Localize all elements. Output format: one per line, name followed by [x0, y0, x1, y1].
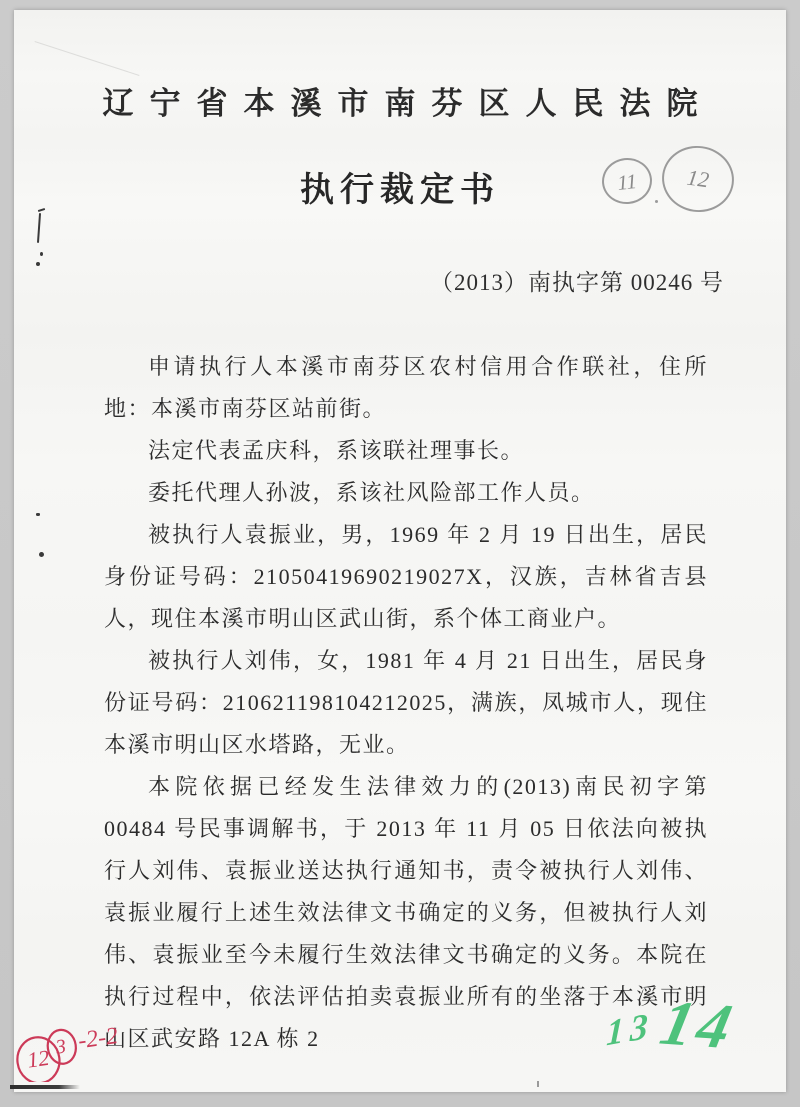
document-body — [104, 346, 708, 1060]
document-page — [14, 10, 786, 1092]
case-number: （2013）南执字第 00246 号 — [430, 270, 724, 295]
paragraph-respondent-liu: 被执行人刘伟，女，1981 年 4 月 21 日出生，居民身份证号码：210621198104212025，满族，凤城市人，现住本溪市明山区水塔路，无业。 — [104, 648, 708, 757]
paragraph-applicant: 申请执行人本溪市南芬区农村信用合作联社，住所地：本溪市南芬区站前街。 — [104, 354, 708, 421]
page-edge-tick — [537, 1081, 539, 1087]
ink-mark — [38, 208, 45, 212]
pencil-circled-number-11: 11 — [600, 156, 655, 207]
ink-mark — [36, 513, 40, 516]
green-marker-number-13: 13 — [605, 1004, 655, 1054]
red-pen-annotation — [14, 1020, 144, 1082]
ink-mark — [37, 213, 41, 243]
paragraph-legal-representative: 法定代表孟庆科，系该联社理事长。 — [148, 438, 525, 463]
ink-mark — [36, 262, 40, 266]
paragraph-respondent-yuan: 被执行人袁振业，男，1969 年 2 月 19 日出生，居民身份证号码：21050419690219027X，汉族，吉林省吉县人，现住本溪市明山区武山街，系个体工商业户。 — [104, 522, 708, 631]
ink-mark — [40, 252, 43, 256]
red-circled-number-3: 3 — [54, 1035, 68, 1059]
red-suffix-text: -2-2 — [76, 1023, 120, 1055]
paper-crease — [35, 41, 140, 76]
ink-mark — [39, 552, 44, 557]
court-name-heading: 辽宁省本溪市南芬区人民法院 — [102, 86, 714, 121]
document-title: 执行裁定书 — [300, 172, 500, 209]
paragraph-agent: 委托代理人孙波，系该社风险部工作人员。 — [148, 480, 595, 505]
page-edge-shadow — [10, 1085, 80, 1089]
red-circled-number-12: 12 — [25, 1044, 51, 1073]
green-marker-number-14: 14 — [654, 986, 742, 1063]
pencil-circled-number-12: 12 — [658, 141, 738, 216]
paragraph-ruling-basis: 本院依据已经发生法律效力的(2013)南民初字第 00484 号民事调解书，于 2013 年 11 月 05 日依法向被执行人刘伟、袁振业送达执行通知书，责令被执行人刘伟、袁振业履行上述生效法律文书确定的义务，但被执行人刘伟、袁振业至今未履行生效法律文书确定的义务。本院在执行过程中，依法评估拍卖袁振业所有的坐落于本溪市明山区武安路 12A 栋 2 — [104, 774, 708, 1051]
